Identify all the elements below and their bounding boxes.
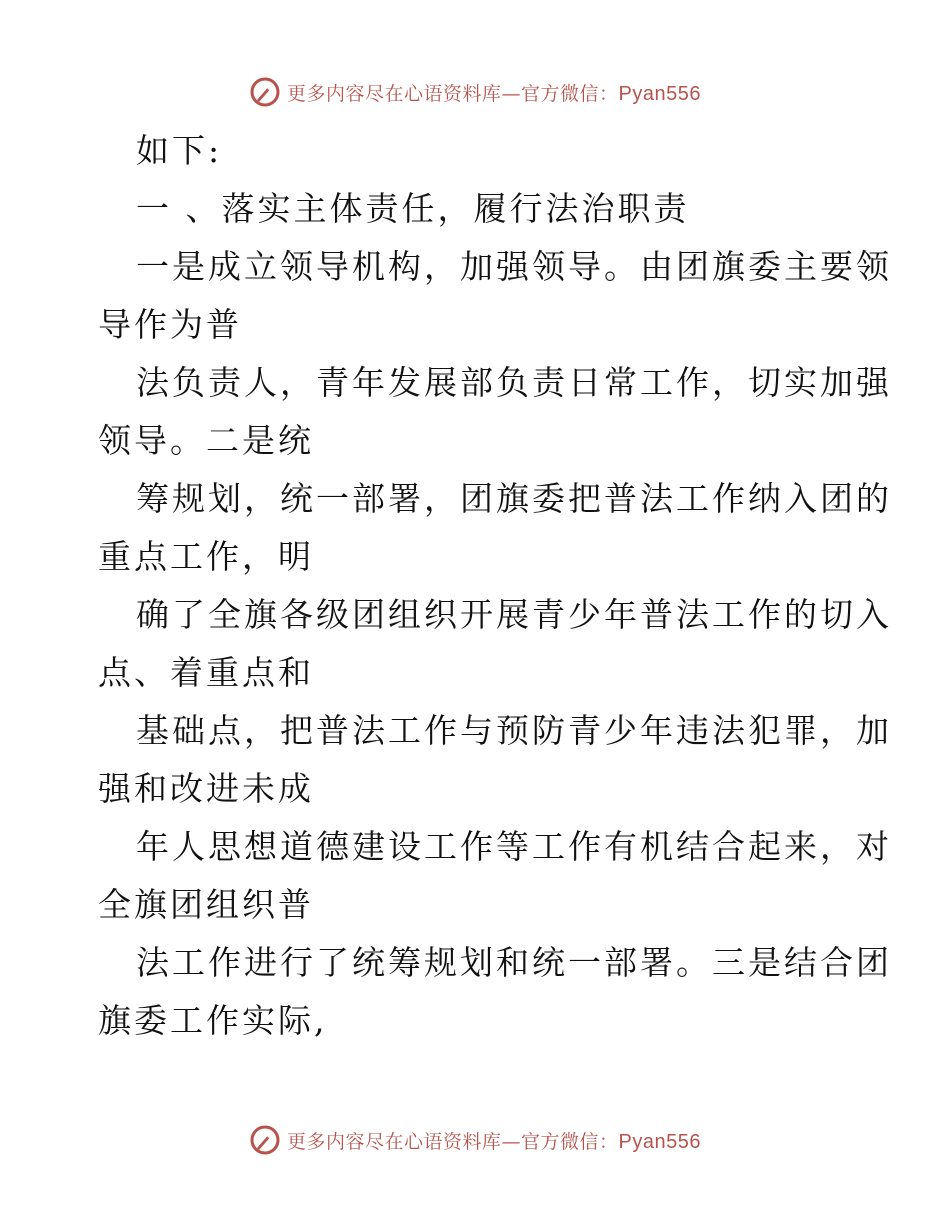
body-text-line: 筹规划，统一部署，团旗委把普法工作纳入团的 xyxy=(136,479,892,518)
body-text-line: 重点工作，明 xyxy=(98,537,314,576)
body-text-line: 一 、落实主体责任，履行法治职责 xyxy=(136,189,690,228)
body-text-line: 导作为普 xyxy=(98,305,242,344)
watermark-text: 更多内容尽在心语资料库—官方微信：Pyan556 xyxy=(287,1130,701,1153)
body-text-line: 确了全旗各级团组织开展青少年普法工作的切入 xyxy=(136,595,892,634)
footer-watermark xyxy=(0,1120,950,1160)
quill-emblem-icon xyxy=(249,76,281,108)
body-text-line: 点、着重点和 xyxy=(98,653,314,692)
body-text-line: 一是成立领导机构，加强领导。由团旗委主要领 xyxy=(136,247,892,286)
body-text-line: 全旗团组织普 xyxy=(98,885,314,924)
body-text-line: 年人思想道德建设工作等工作有机结合起来，对 xyxy=(136,827,892,866)
body-text-line: 领导。二是统 xyxy=(98,421,314,460)
header-watermark xyxy=(0,72,950,112)
quill-emblem-icon xyxy=(249,1124,281,1156)
body-text-line: 旗委工作实际, xyxy=(98,1001,328,1040)
document-body xyxy=(98,122,892,1050)
body-text-line: 法负责人，青年发展部负责日常工作，切实加强 xyxy=(136,363,892,402)
body-text-line: 基础点，把普法工作与预防青少年违法犯罪，加 xyxy=(136,711,892,750)
body-text-line: 强和改进未成 xyxy=(98,769,314,808)
body-text-line: 如下: xyxy=(136,131,223,170)
body-text-line: 法工作进行了统筹规划和统一部署。三是结合团 xyxy=(136,943,892,982)
watermark-text: 更多内容尽在心语资料库—官方微信：Pyan556 xyxy=(287,82,701,105)
